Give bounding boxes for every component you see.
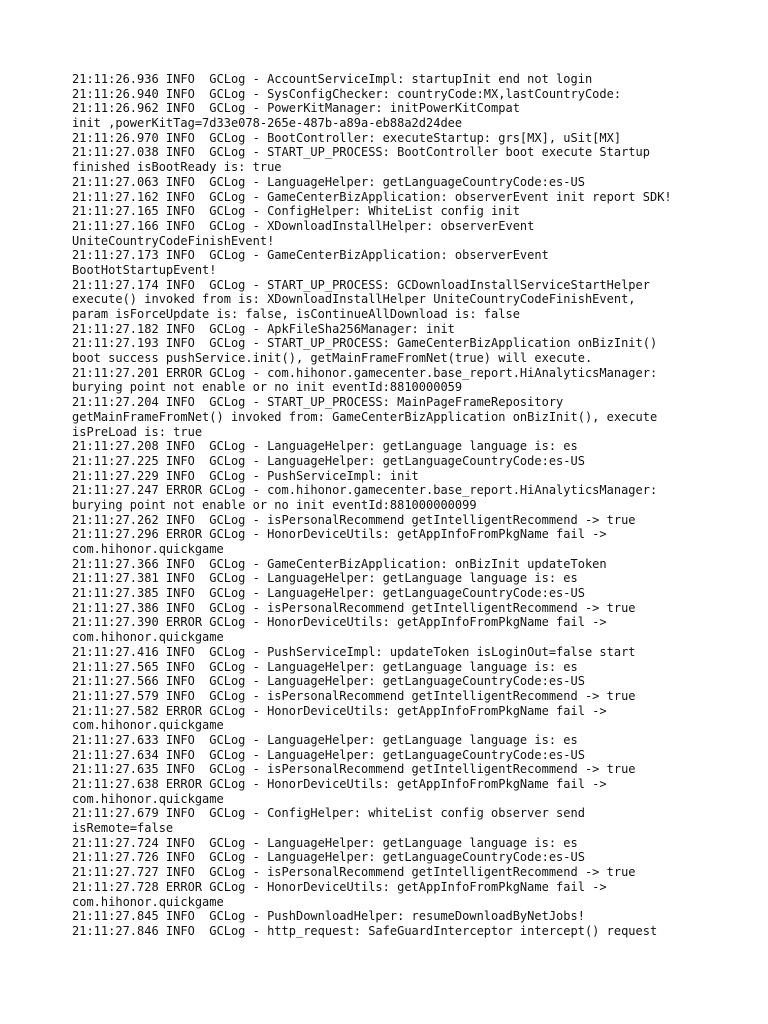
log-line: 21:11:27.201 ERROR GCLog - com.hihonor.gamecenter.base_report.HiAnalyticsManager: xyxy=(72,365,658,380)
log-line: isPreLoad is: true xyxy=(72,424,203,439)
log-line: 21:11:27.063 INFO GCLog - LanguageHelper: getLanguageCountryCode:es-US xyxy=(72,174,585,189)
log-line: 21:11:27.728 ERROR GCLog - HonorDeviceUtils: getAppInfoFromPkgName fail -> xyxy=(72,879,607,894)
log-line: 21:11:27.296 ERROR GCLog - HonorDeviceUtils: getAppInfoFromPkgName fail -> xyxy=(72,527,607,542)
log-line: 21:11:27.381 INFO GCLog - LanguageHelper: getLanguage language is: es xyxy=(72,571,578,586)
log-line: param isForceUpdate is: false, isContinueAllDownload is: false xyxy=(72,307,520,321)
log-line: 21:11:27.038 INFO GCLog - START_UP_PROCESS: BootController boot execute Startup xyxy=(72,145,650,160)
log-line: 21:11:27.390 ERROR GCLog - HonorDeviceUtils: getAppInfoFromPkgName fail -> xyxy=(72,615,607,630)
log-line: 21:11:27.633 INFO GCLog - LanguageHelper: getLanguage language is: es xyxy=(72,732,578,747)
log-line: execute() invoked from is: XDownloadInstallHelper UniteCountryCodeFinishEvent, xyxy=(72,292,636,307)
log-line: 21:11:27.845 INFO GCLog - PushDownloadHelper: resumeDownloadByNetJobs! xyxy=(72,909,585,924)
log-line: 21:11:27.225 INFO GCLog - LanguageHelper: getLanguageCountryCode:es-US xyxy=(72,453,585,468)
log-line: 21:11:27.579 INFO GCLog - isPersonalRecommend getIntelligentRecommend -> true xyxy=(72,688,636,703)
log-line: getMainFrameFromNet() invoked from: GameCenterBizApplication onBizInit(), execute xyxy=(72,409,658,424)
log-line: boot success pushService.init(), getMainFrameFromNet(true) will execute. xyxy=(72,351,593,366)
log-line: burying point not enable or no init eventId:881000000099 xyxy=(72,497,477,512)
log-line: finished isBootReady is: true xyxy=(72,160,282,175)
log-line: 21:11:27.386 INFO GCLog - isPersonalRecommend getIntelligentRecommend -> true xyxy=(72,600,636,615)
log-line: 21:11:27.846 INFO GCLog - http_request: SafeGuardInterceptor intercept() request xyxy=(72,923,658,938)
log-line: 21:11:27.385 INFO GCLog - LanguageHelper: getLanguageCountryCode:es-US xyxy=(72,586,585,601)
log-line: 21:11:27.726 INFO GCLog - LanguageHelper: getLanguageCountryCode:es-US xyxy=(72,850,585,865)
log-line: com.hihonor.quickgame xyxy=(72,894,224,909)
log-line: 21:11:26.936 INFO GCLog - AccountServiceImpl: startupInit end not login xyxy=(72,72,593,86)
log-text-block xyxy=(72,72,712,939)
log-line: 21:11:27.182 INFO GCLog - ApkFileSha256Manager: init xyxy=(72,321,455,336)
log-line: 21:11:27.638 ERROR GCLog - HonorDeviceUtils: getAppInfoFromPkgName fail -> xyxy=(72,777,607,791)
log-line: 21:11:27.727 INFO GCLog - isPersonalRecommend getIntelligentRecommend -> true xyxy=(72,865,636,880)
log-line: 21:11:27.247 ERROR GCLog - com.hihonor.gamecenter.base_report.HiAnalyticsManager: xyxy=(72,483,658,498)
log-line: 21:11:27.724 INFO GCLog - LanguageHelper: getLanguage language is: es xyxy=(72,835,578,850)
log-line: 21:11:27.582 ERROR GCLog - HonorDeviceUtils: getAppInfoFromPkgName fail -> xyxy=(72,703,607,718)
log-line: 21:11:27.634 INFO GCLog - LanguageHelper: getLanguageCountryCode:es-US xyxy=(72,747,585,762)
log-line: 21:11:27.416 INFO GCLog - PushServiceImpl: updateToken isLoginOut=false start xyxy=(72,644,636,659)
log-line: 21:11:26.962 INFO GCLog - PowerKitManager: initPowerKitCompat xyxy=(72,101,520,116)
log-line: 21:11:27.193 INFO GCLog - START_UP_PROCESS: GameCenterBizApplication onBizInit() xyxy=(72,336,658,351)
log-line: 21:11:26.970 INFO GCLog - BootController: executeStartup: grs[MX], uSit[MX] xyxy=(72,130,622,145)
log-line: 21:11:27.165 INFO GCLog - ConfigHelper: WhiteList config init xyxy=(72,204,520,219)
log-line: 21:11:27.565 INFO GCLog - LanguageHelper: getLanguage language is: es xyxy=(72,659,578,674)
log-line: com.hihonor.quickgame xyxy=(72,718,224,733)
log-line: 21:11:27.174 INFO GCLog - START_UP_PROCESS: GCDownloadInstallServiceStartHelper xyxy=(72,277,650,292)
log-line: 21:11:27.635 INFO GCLog - isPersonalRecommend getIntelligentRecommend -> true xyxy=(72,762,636,777)
log-line: UniteCountryCodeFinishEvent! xyxy=(72,233,275,248)
log-line: 21:11:27.173 INFO GCLog - GameCenterBizApplication: observerEvent xyxy=(72,248,549,263)
log-line: init ,powerKitTag=7d33e078-265e-487b-a89a-eb88a2d24dee xyxy=(72,116,463,131)
log-line: 21:11:27.679 INFO GCLog - ConfigHelper: whiteList config observer send xyxy=(72,806,585,821)
log-line: com.hihonor.quickgame xyxy=(72,542,224,556)
log-line: 21:11:26.940 INFO GCLog - SysConfigChecker: countryCode:MX,lastCountryCode: xyxy=(72,86,622,101)
log-line: com.hihonor.quickgame xyxy=(72,630,224,645)
log-line: com.hihonor.quickgame xyxy=(72,791,224,806)
log-line: BootHotStartupEvent! xyxy=(72,262,217,277)
log-line: 21:11:27.566 INFO GCLog - LanguageHelper: getLanguageCountryCode:es-US xyxy=(72,674,585,689)
log-line: 21:11:27.204 INFO GCLog - START_UP_PROCESS: MainPageFrameRepository xyxy=(72,395,564,410)
log-line: 21:11:27.162 INFO GCLog - GameCenterBizApplication: observerEvent init report SDK! xyxy=(72,189,672,204)
log-line: burying point not enable or no init eventId:8810000059 xyxy=(72,380,463,395)
log-line: 21:11:27.366 INFO GCLog - GameCenterBizApplication: onBizInit updateToken xyxy=(72,556,607,571)
log-line: 21:11:27.166 INFO GCLog - XDownloadInstallHelper: observerEvent xyxy=(72,218,535,233)
log-line: 21:11:27.262 INFO GCLog - isPersonalRecommend getIntelligentRecommend -> true xyxy=(72,512,636,527)
log-line: isRemote=false xyxy=(72,821,174,836)
log-line: 21:11:27.229 INFO GCLog - PushServiceImpl: init xyxy=(72,468,419,483)
log-line: 21:11:27.208 INFO GCLog - LanguageHelper: getLanguage language is: es xyxy=(72,439,578,454)
